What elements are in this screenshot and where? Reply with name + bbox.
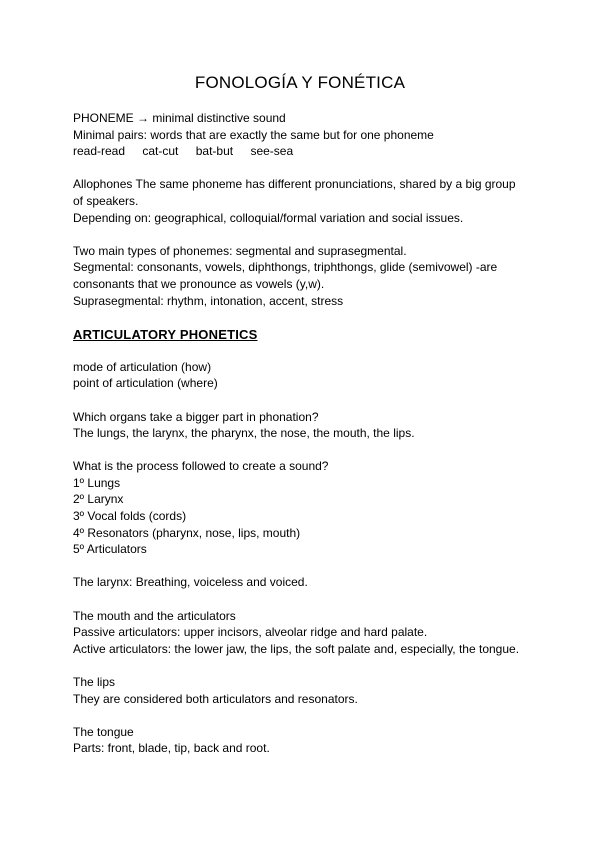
- minimal-pairs-examples: [73, 143, 543, 160]
- passive-articulators: Passive articulators: upper incisors, alveolar ridge and hard palate.: [73, 625, 428, 640]
- tongue-heading: The tongue: [73, 724, 134, 739]
- document-body: [73, 110, 543, 774]
- process-step: 3º Vocal folds (cords): [73, 509, 187, 524]
- pair-example: cat-cut: [142, 144, 179, 159]
- process-question: What is the process followed to create a sound?: [73, 459, 329, 474]
- section-heading: ARTICULATORY PHONETICS: [73, 326, 258, 342]
- allophones-paragraph: [73, 176, 543, 226]
- allophones-line: of speakers.: [73, 193, 139, 208]
- articulation-paragraph: [73, 359, 543, 392]
- organs-answer: The lungs, the larynx, the pharynx, the nose, the mouth, the lips.: [73, 426, 415, 441]
- minimal-pairs-definition: Minimal pairs: words that are exactly the same but for one phoneme: [73, 127, 434, 142]
- tongue-paragraph: [73, 724, 543, 757]
- larynx-line: The larynx: Breathing, voiceless and voiced.: [73, 575, 308, 590]
- types-line: Segmental: consonants, vowels, diphthongs, triphthongs, glide (semivowel) -are: [73, 260, 498, 275]
- mode-of-articulation: mode of articulation (how): [73, 359, 212, 374]
- phoneme-types-paragraph: [73, 243, 543, 309]
- phoneme-definition: PHONEME → minimal distinctive sound: [73, 111, 286, 125]
- pair-example: see-sea: [250, 144, 294, 159]
- tongue-text: Parts: front, blade, tip, back and root.: [73, 741, 270, 756]
- page-title: FONOLOGÍA Y FONÉTICA: [194, 73, 406, 92]
- intro-paragraph: [73, 110, 543, 160]
- process-paragraph: [73, 458, 543, 558]
- allophones-line: Depending on: geographical, colloquial/formal variation and social issues.: [73, 210, 464, 225]
- process-step: 1º Lungs: [73, 475, 121, 490]
- organs-paragraph: [73, 409, 543, 442]
- types-line: Two main types of phonemes: segmental and suprasegmental.: [73, 243, 407, 258]
- active-articulators: Active articulators: the lower jaw, the lips, the soft palate and, especially, the tongue.: [73, 641, 520, 656]
- mouth-paragraph: [73, 608, 543, 658]
- mouth-heading: The mouth and the articulators: [73, 608, 236, 623]
- process-step: 5º Articulators: [73, 542, 147, 557]
- process-step: 4º Resonators (pharynx, nose, lips, mouth): [73, 525, 301, 540]
- pair-example: read-read: [73, 144, 126, 159]
- types-line: Suprasegmental: rhythm, intonation, accent, stress: [73, 293, 344, 308]
- types-line: consonants that we pronounce as vowels (y,w).: [73, 276, 325, 291]
- larynx-paragraph: [73, 574, 543, 591]
- lips-heading: The lips: [73, 675, 116, 689]
- allophones-line: Allophones The same phoneme has different pronunciations, shared by a big group: [73, 177, 516, 192]
- process-step: 2º Larynx: [73, 492, 124, 507]
- organs-question: Which organs take a bigger part in phonation?: [73, 409, 319, 424]
- pair-example: bat-but: [195, 144, 234, 159]
- point-of-articulation: point of articulation (where): [73, 376, 218, 391]
- lips-paragraph: [73, 674, 543, 707]
- lips-text: They are considered both articulators and resonators.: [73, 691, 358, 706]
